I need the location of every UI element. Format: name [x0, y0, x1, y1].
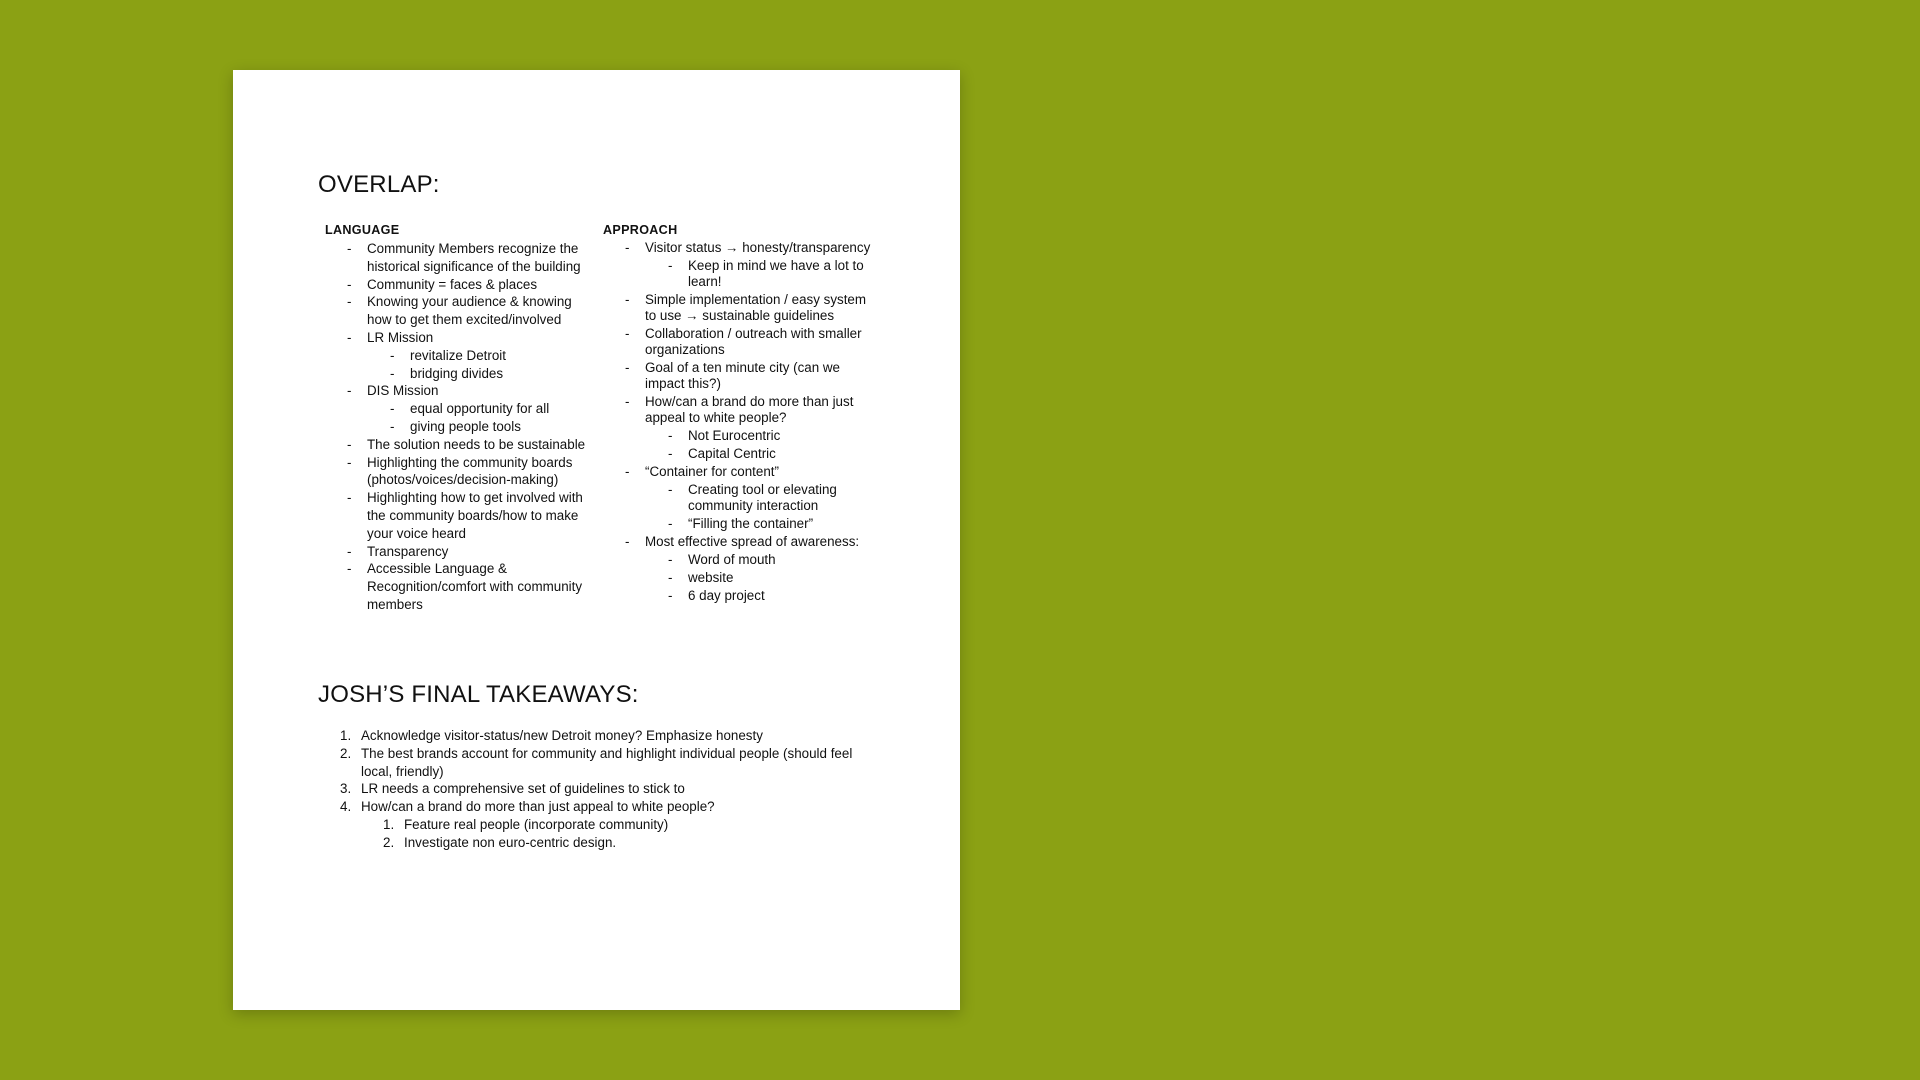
bullet-dash: -	[668, 446, 673, 461]
takeaway-item	[338, 745, 868, 781]
bullet-dash: -	[347, 241, 352, 256]
bullet-dash: -	[668, 428, 673, 443]
bullet-dash: -	[347, 490, 352, 506]
approach-bullet-item	[603, 428, 875, 444]
takeaway-item	[338, 834, 868, 852]
approach-bullet-item	[603, 292, 875, 324]
bullet-text: Collaboration / outreach with smaller organizations	[645, 326, 862, 357]
takeaway-text: Feature real people (incorporate community)	[404, 816, 669, 832]
bullet-text: revitalize Detroit	[410, 347, 506, 363]
bullet-text: Simple implementation / easy system to use → sustainable guidelines	[645, 292, 867, 323]
bullet-dash: -	[625, 360, 630, 375]
approach-list	[603, 240, 875, 604]
bullet-text: website	[688, 570, 734, 585]
bullet-text: Capital Centric	[688, 446, 776, 461]
language-bullet-item	[325, 454, 590, 490]
bullet-text: Creating tool or elevating community interaction	[688, 482, 837, 513]
approach-bullet-item	[603, 534, 875, 550]
approach-bullet-item	[603, 326, 875, 358]
takeaway-number: 2.	[383, 834, 395, 850]
bullet-text: LR Mission	[367, 329, 434, 345]
bullet-dash: -	[347, 276, 352, 292]
language-bullet-item	[325, 240, 590, 276]
takeaway-text: How/can a brand do more than just appeal to white people?	[361, 799, 715, 815]
bullet-text: Community Members recognize the historical significance of the building	[367, 241, 581, 274]
bullet-text: “Container for content”	[645, 464, 779, 479]
bullet-dash: -	[390, 401, 395, 417]
takeaway-item	[338, 816, 868, 834]
bullet-dash: -	[625, 464, 630, 479]
takeaway-text: LR needs a comprehensive set of guidelines to stick to	[361, 781, 685, 797]
bullet-text: Knowing your audience & knowing how to get them excited/involved	[367, 294, 572, 328]
bullet-dash: -	[625, 292, 630, 307]
takeaway-item	[338, 780, 868, 798]
approach-bullet-item	[603, 482, 875, 514]
takeaways-list	[338, 727, 868, 852]
overlap-heading: OVERLAP:	[318, 171, 440, 198]
bullet-dash: -	[625, 394, 630, 409]
bullet-dash: -	[668, 552, 673, 567]
language-bullet-item	[325, 560, 590, 613]
bullet-dash: -	[347, 543, 352, 559]
bullet-dash: -	[625, 240, 630, 255]
language-bullet-item	[325, 400, 590, 418]
bullet-dash: -	[668, 258, 673, 273]
takeaway-text: The best brands account for community and highlight individual people (should feel local, friendly)	[361, 745, 853, 779]
language-bullet-item	[325, 489, 590, 542]
bullet-text: Highlighting the community boards (photos/voices/decision-making)	[367, 454, 573, 488]
bullet-text: 6 day project	[688, 588, 765, 603]
bullet-text: “Filling the container”	[688, 516, 814, 531]
bullet-dash: -	[347, 329, 352, 345]
bullet-dash: -	[625, 326, 630, 341]
takeaway-number: 1.	[340, 728, 352, 743]
takeaways-heading: JOSH’S FINAL TAKEAWAYS:	[318, 681, 639, 708]
language-bullet-item	[325, 329, 590, 347]
approach-heading: APPROACH	[603, 223, 678, 237]
bullet-text: The solution needs to be sustainable	[367, 436, 586, 452]
takeaway-number: 3.	[340, 781, 352, 797]
language-column	[325, 222, 590, 614]
bullet-text: Word of mouth	[688, 552, 776, 567]
bullet-dash: -	[390, 418, 395, 434]
approach-bullet-item	[603, 464, 875, 480]
bullet-dash: -	[347, 454, 352, 470]
bullet-text: Not Eurocentric	[688, 428, 781, 443]
approach-bullet-item	[603, 394, 875, 426]
bullet-text: Highlighting how to get involved with the community boards/how to make your voice heard	[367, 490, 583, 541]
language-bullet-item	[325, 347, 590, 365]
approach-bullet-item	[603, 360, 875, 392]
takeaway-number: 4.	[340, 799, 352, 815]
language-bullet-item	[325, 436, 590, 454]
bullet-text: Transparency	[367, 543, 449, 559]
approach-bullet-item	[603, 570, 875, 586]
bullet-dash: -	[390, 365, 395, 381]
approach-bullet-item	[603, 552, 875, 568]
bullet-dash: -	[625, 534, 630, 549]
language-heading: LANGUAGE	[325, 223, 400, 237]
language-bullet-item	[325, 276, 590, 294]
approach-column	[603, 222, 875, 606]
language-bullet-item	[325, 382, 590, 400]
approach-bullet-item	[603, 240, 875, 256]
bullet-dash: -	[347, 436, 352, 452]
takeaway-item	[338, 798, 868, 816]
bullet-dash: -	[668, 570, 673, 585]
bullet-text: giving people tools	[410, 418, 521, 434]
bullet-text: Community = faces & places	[367, 276, 538, 292]
bullet-dash: -	[347, 383, 352, 399]
bullet-text: How/can a brand do more than just appeal to white people?	[645, 394, 854, 425]
bullet-dash: -	[347, 561, 352, 577]
bullet-dash: -	[390, 347, 395, 363]
bullet-text: equal opportunity for all	[410, 401, 550, 417]
approach-bullet-item	[603, 446, 875, 462]
language-list	[325, 240, 590, 614]
language-bullet-item	[325, 418, 590, 436]
takeaway-number: 1.	[383, 816, 395, 832]
bullet-dash: -	[347, 294, 352, 310]
takeaway-item	[338, 727, 868, 745]
approach-bullet-item	[603, 516, 875, 532]
bullet-text: Keep in mind we have a lot to learn!	[688, 258, 864, 289]
language-bullet-item	[325, 543, 590, 561]
takeaway-text: Acknowledge visitor-status/new Detroit money? Emphasize honesty	[361, 728, 763, 743]
bullet-text: Most effective spread of awareness:	[645, 534, 860, 549]
bullet-dash: -	[668, 588, 673, 603]
approach-bullet-item	[603, 588, 875, 604]
takeaway-number: 2.	[340, 745, 352, 761]
language-bullet-item	[325, 293, 590, 329]
bullet-dash: -	[668, 482, 673, 497]
bullet-text: Accessible Language & Recognition/comfort with community members	[367, 561, 583, 612]
approach-bullet-item	[603, 258, 875, 290]
takeaway-text: Investigate non euro-centric design.	[404, 834, 617, 850]
bullet-text: DIS Mission	[367, 383, 439, 399]
bullet-dash: -	[668, 516, 673, 531]
bullet-text: Goal of a ten minute city (can we impact this?)	[645, 360, 841, 391]
bullet-text: bridging divides	[410, 365, 504, 381]
language-bullet-item	[325, 365, 590, 383]
bullet-text: Visitor status → honesty/transparency	[645, 240, 871, 255]
